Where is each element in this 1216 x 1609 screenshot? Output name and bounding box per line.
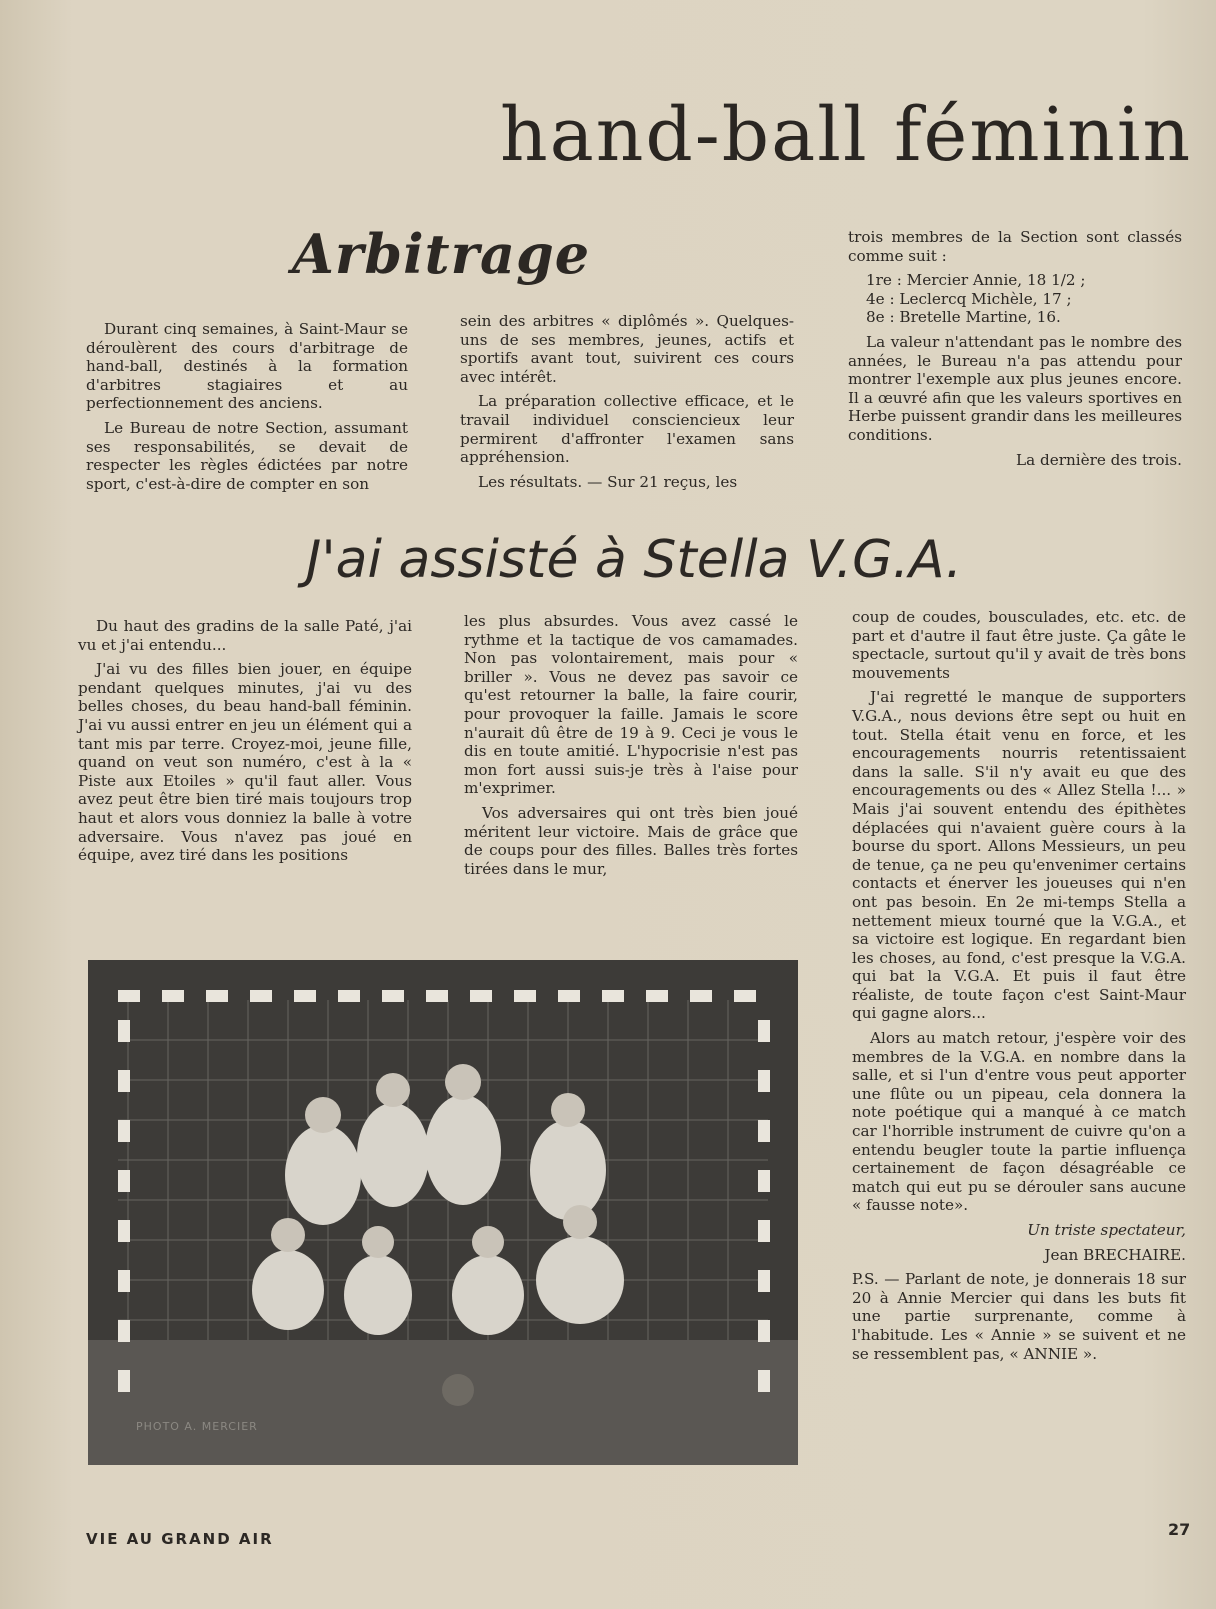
paragraph: coup de coudes, bousculades, etc. etc. de part et d'autre il faut être juste. Ça gâte le spectacle, surtout qu'il y avait de très bons mouvements: [852, 608, 1186, 682]
page-title: hand-ball féminin: [500, 92, 1193, 178]
paragraph: les plus absurdes. Vous avez cassé le rythme et la tactique de vos camamades. Non pas volontairement, mais pour « briller ». Vous ne devez pas savoir ce qu'est retourner la balle, la faire courir, pour provoquer la faille. Jamais le score n'aurait dû être de 19 à 9. Ceci je vous le dis en toute amitié. L'hypocrisie n'est pas mon fort aussi suis-je très à l'aise pour m'exprimer.: [464, 612, 798, 798]
paragraph: J'ai regretté le manque de supporters V.G.A., nous devions être sept ou huit en tout. Stella était venu en force, et les encouragements nourris retentissaient dans la salle. S'il n'y avait eu que des encouragements ou des « Allez Stella !... » Mais j'ai souvent entendu des épithètes déplacées qui n'avaient guère cours à la bourse du sport. Allons Messieurs, un peu de tenue, ça ne peu qu'envenimer certains contacts et énerver les joueuses qui n'en ont pas besoin. En 2e mi-temps Stella a nettement mieux tourné que la V.G.A., et sa victoire est logique. En regardant bien les choses, au fond, c'est presque la V.G.A. qui bat la V.G.A. Et puis il faut être réaliste, de toute façon c'est Saint-Maur qui gagne alors...: [852, 688, 1186, 1023]
paragraph: J'ai vu des filles bien jouer, en équipe pendant quelques minutes, j'ai vu des belles choses, du beau hand-ball féminin. J'ai vu aussi entrer en jeu un élément qui a tant mis par terre. Croyez-moi, jeune fille, quand on veut son numéro, c'est à la « Piste aux Etoiles » qu'il faut aller. Vous avez peut être bien tiré mais toujours trop haut et alors vous donniez la balle à votre adversaire. Vous n'avez pas joué en équipe, avez tiré dans les positions: [78, 660, 412, 865]
list-item: 4e : Leclercq Michèle, 17 ;: [866, 289, 1072, 308]
list-item: 8e : Bretelle Martine, 16.: [866, 308, 1061, 327]
stella-column-3: [852, 608, 1186, 1369]
page-number: 27: [1168, 1520, 1191, 1539]
paragraph: Les résultats. — Sur 21 reçus, les: [478, 472, 738, 491]
paragraph: Du haut des gradins de la salle Paté, j'ai vu et j'ai entendu...: [78, 617, 412, 654]
author-name: Jean BRECHAIRE.: [1044, 1245, 1186, 1264]
article-title-stella: J'ai assisté à Stella V.G.A.: [306, 530, 963, 590]
photo-credit: PHOTO A. MERCIER: [136, 1420, 258, 1433]
magazine-name: VIE AU GRAND AIR: [86, 1530, 274, 1548]
postscript: P.S. — Parlant de note, je donnerais 18 sur 20 à Annie Mercier qui dans les buts fit une partie surprenante, comme à l'habitude. Les « Annie » se suivent et ne se ressemblent pas, « ANNIE ».: [852, 1270, 1186, 1363]
paragraph: sein des arbitres « diplômés ». Quelques-uns de ses membres, jeunes, actifs et sportifs avant tout, suivirent ces cours avec intérêt.: [460, 312, 794, 386]
paragraph: La valeur n'attendant pas le nombre des années, le Bureau n'a pas attendu pour montrer l'exemple aux plus jeunes encore. Il a œuvré afin que les valeurs sportives en Herbe puissent grandir dans les meilleures conditions.: [848, 332, 1182, 444]
team-photo: [88, 960, 798, 1465]
signature: Un triste spectateur,: [1027, 1221, 1186, 1239]
signature: La dernière des trois.: [1016, 450, 1182, 469]
results-list: [848, 271, 1182, 327]
paragraph: Durant cinq semaines, à Saint-Maur se déroulèrent des cours d'arbitrage de hand-ball, destinés à la formation d'arbitres stagiaires et au perfectionnement des anciens.: [86, 320, 408, 413]
arbitrage-column-2: [460, 312, 794, 497]
paragraph: Le Bureau de notre Section, assumant ses responsabilités, se devait de respecter les règles édictées par notre sport, c'est-à-dire de compter en son: [86, 418, 408, 493]
paragraph: Alors au match retour, j'espère voir des membres de la V.G.A. en nombre dans la salle, et si l'un d'entre vous peut apporter une flûte ou un pipeau, cela donnera la note poétique qui a manqué à ce match car l'horrible instrument de cuivre qu'on a entendu beugler toute la partie influença certainement de façon désagréable ce match qui eut pu se dérouler sans aucune « fausse note».: [852, 1029, 1186, 1215]
paragraph: La préparation collective efficace, et le travail individuel consciencieux leur permirent d'affronter l'examen sans appréhension.: [460, 392, 794, 467]
stella-column-1: [78, 617, 412, 871]
paragraph: Vos adversaires qui ont très bien joué méritent leur victoire. Mais de grâce que de coups pour des filles. Balles très fortes tirées dans le mur,: [464, 803, 798, 878]
paragraph: trois membres de la Section sont classés comme suit :: [848, 228, 1182, 265]
list-item: 1re : Mercier Annie, 18 1/2 ;: [866, 271, 1086, 290]
arbitrage-column-1: [86, 320, 408, 499]
handball-goal-team-image: [88, 960, 798, 1465]
article-title-arbitrage: Arbitrage: [292, 222, 591, 286]
arbitrage-column-3: [848, 228, 1182, 475]
stella-column-2: [464, 612, 798, 884]
